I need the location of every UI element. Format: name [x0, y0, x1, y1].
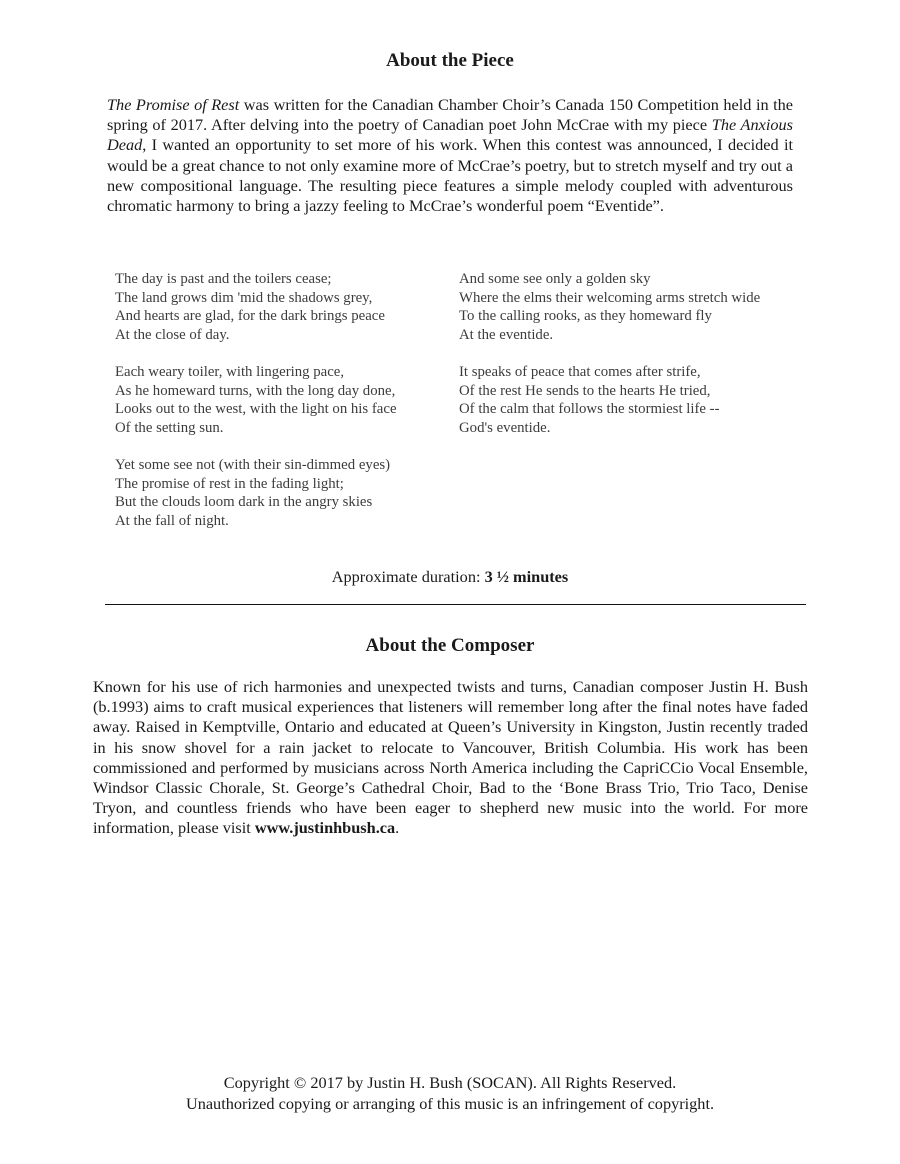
- duration-value: 3 ½ minutes: [484, 567, 569, 586]
- related-piece-title: The Anxious Dead: [107, 115, 793, 155]
- poem-stanza: [115, 270, 445, 344]
- poem-stanza: [459, 270, 819, 344]
- poem-line: God's eventide.: [459, 419, 551, 436]
- poem-column-right: [459, 270, 819, 456]
- poem-stanza: [115, 456, 445, 530]
- poem-line: Where the elms their welcoming arms stretch wide: [459, 289, 761, 306]
- piece-description-text-2: , I wanted an opportunity to set more of his work. When this contest was announced, I decided it would be a great chance to not only examine more of McCrae’s poetry, but to stretch myself and try out a new compositional language. The resulting piece features a simple melody coupled with adventurous chromatic harmony to bring a jazzy feeling to McCrae’s wonderful poem “Eventide”.: [107, 135, 793, 216]
- website-link[interactable]: www.justinhbush.ca: [254, 818, 396, 838]
- poem-line: Each weary toiler, with lingering pace,: [115, 363, 345, 380]
- poem-line: Looks out to the west, with the light on his face: [115, 401, 397, 418]
- copyright-warning: Unauthorized copying or arranging of this music is an infringement of copyright.: [185, 1093, 715, 1113]
- poem-line: And some see only a golden sky: [459, 271, 651, 287]
- poem-stanza: [115, 363, 445, 437]
- copyright-line: Copyright © 2017 by Justin H. Bush (SOCAN). All Rights Reserved.: [223, 1073, 677, 1092]
- copyright-notice: [0, 1073, 900, 1114]
- poem-line: To the calling rooks, as they homeward fly: [459, 308, 712, 325]
- section-divider: [105, 604, 806, 605]
- poem-line: Of the setting sun.: [115, 419, 224, 436]
- duration-label: Approximate duration:: [331, 567, 485, 586]
- poem-line: At the eventide.: [459, 326, 554, 343]
- poem-line: It speaks of peace that comes after strife,: [459, 363, 701, 380]
- about-piece-heading: About the Piece: [386, 50, 514, 71]
- about-composer-heading: About the Composer: [365, 635, 535, 656]
- poem-column-left: [115, 270, 445, 549]
- poem-line: At the close of day.: [115, 326, 230, 343]
- poem-line: The day is past and the toilers cease;: [115, 271, 332, 287]
- poem-line: As he homeward turns, with the long day done,: [115, 382, 396, 399]
- piece-title: The Promise of Rest: [107, 95, 240, 114]
- composer-bio-text: Known for his use of rich harmonies and unexpected twists and turns, Canadian composer Justin H. Bush (b.1993) aims to craft musical experiences that listeners will remember long after the final notes have faded away. Raised in Kemptville, Ontario and educated at Queen’s University in Kingston, Justin recently traded in his snow shovel for a rain jacket to relocate to Vancouver, British Columbia. His work has been commissioned and performed by musicians across North America including the CapriCCio Vocal Ensemble, Windsor Classic Chorale, St. George’s Cathedral Choir, Bad to the ‘Bone Brass Trio, Trio Taco, Denise Tryon, and countless friends who have been eager to shepherd new music into the world. For more information, please visit: [93, 677, 808, 838]
- composer-bio-end: .: [395, 818, 400, 838]
- poem-line: And hearts are glad, for the dark brings peace: [115, 308, 385, 325]
- piece-description: [107, 95, 793, 216]
- piece-description-text: was written for the Canadian Chamber Choir’s Canada 150 Competition held in the spring of 2017. After delving into the poetry of Canadian poet John McCrae with my piece: [107, 95, 793, 135]
- duration: [0, 567, 900, 587]
- poem-line: Yet some see not (with their sin-dimmed eyes): [115, 456, 391, 473]
- poem-line: But the clouds loom dark in the angry skies: [115, 494, 373, 511]
- poem-line: The promise of rest in the fading light;: [115, 475, 344, 492]
- poem-stanza: [459, 363, 819, 437]
- poem-line: At the fall of night.: [115, 512, 229, 529]
- poem-line: Of the rest He sends to the hearts He tried,: [459, 382, 711, 399]
- poem-line: The land grows dim 'mid the shadows grey,: [115, 289, 373, 306]
- poem-line: Of the calm that follows the stormiest life --: [459, 401, 720, 418]
- composer-bio: [93, 677, 808, 839]
